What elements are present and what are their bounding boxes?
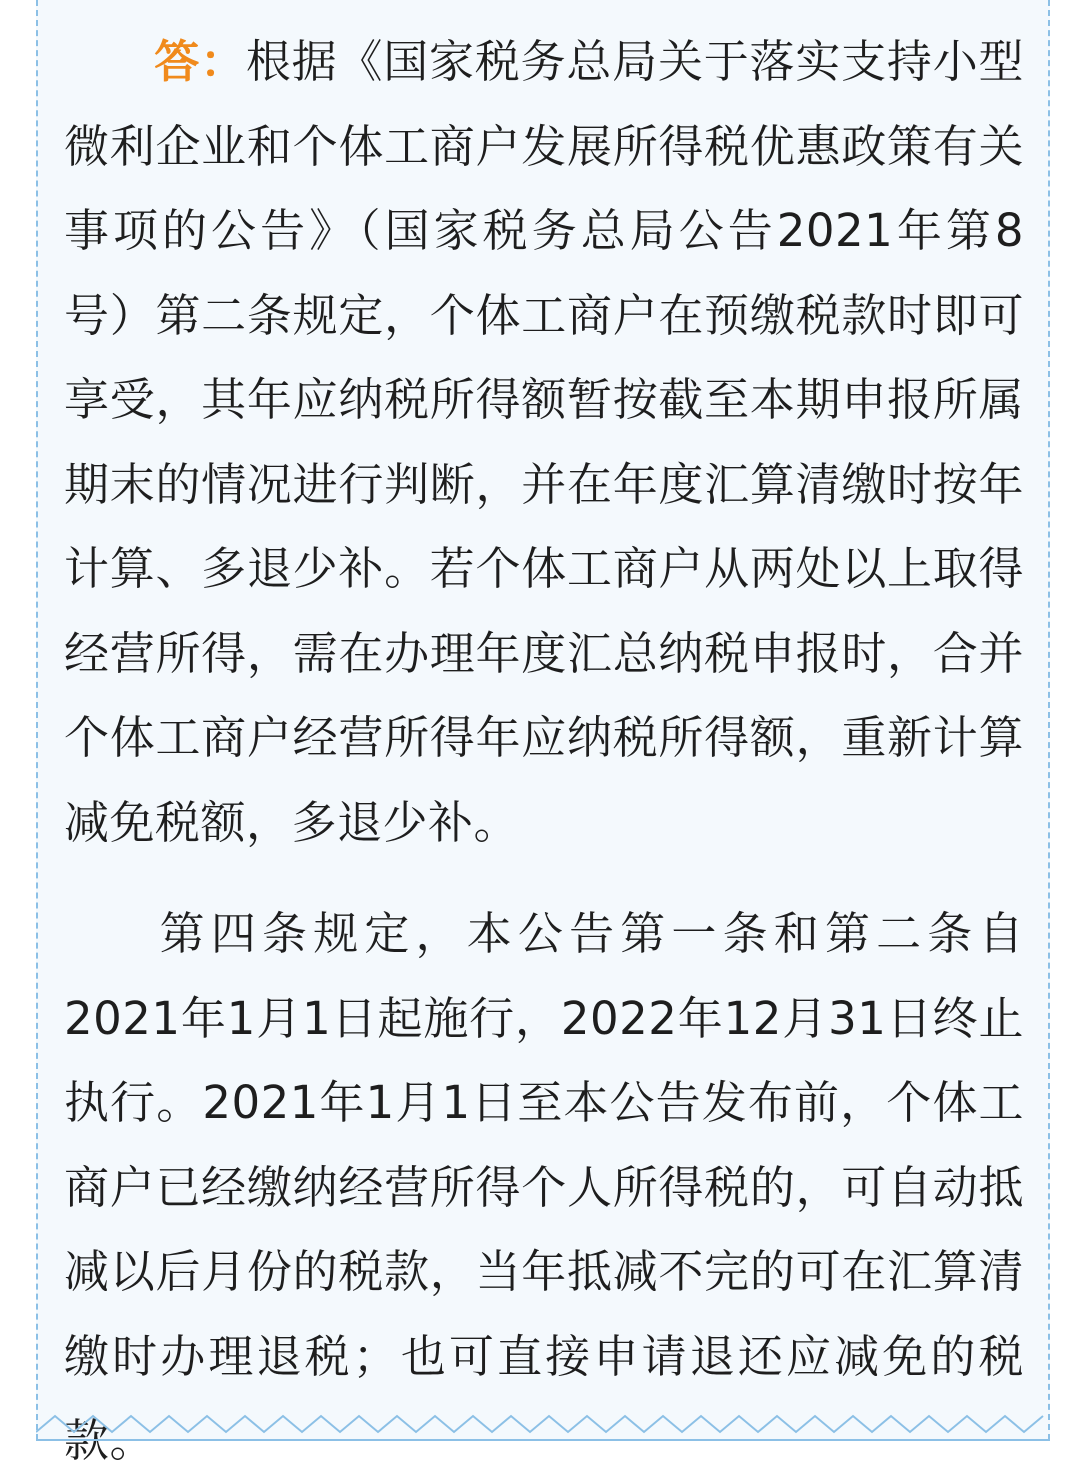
card-right-border xyxy=(1048,0,1050,1440)
answer-paragraph-1-text: 根据《国家税务总局关于落实支持小型微利企业和个体工商户发展所得税优惠政策有关事项的公告》（国家税务总局公告2021年第8号）第二条规定，个体工商户在预缴税款时即可享受，其年应纳税所得额暂按截至本期申报所属期末的情况进行判断，并在年度汇算清缴时按年计算、多退少补。若个体工商户从两处以上取得经营所得，需在办理年度汇总纳税申报时，合并个体工商户经营所得年应纳税所得额，重新计算减免税额，多退少补。 xyxy=(64,35,1024,849)
answer-paragraph-2-text: 第四条规定，本公告第一条和第二条自2021年1月1日起施行，2022年12月31日终止执行。2021年1月1日至本公告发布前，个体工商户已经缴纳经营所得个人所得税的，可自动抵减以后月份的税款，当年抵减不完的可在汇算清缴时办理退税；也可直接申请退还应减免的税款。 xyxy=(64,907,1024,1467)
answer-paragraph-1 xyxy=(64,20,1024,865)
answer-label: 答： xyxy=(154,35,246,88)
wave-border-decoration xyxy=(36,1408,1050,1442)
card-left-border xyxy=(36,0,38,1440)
answer-paragraph-2 xyxy=(64,892,1024,1484)
